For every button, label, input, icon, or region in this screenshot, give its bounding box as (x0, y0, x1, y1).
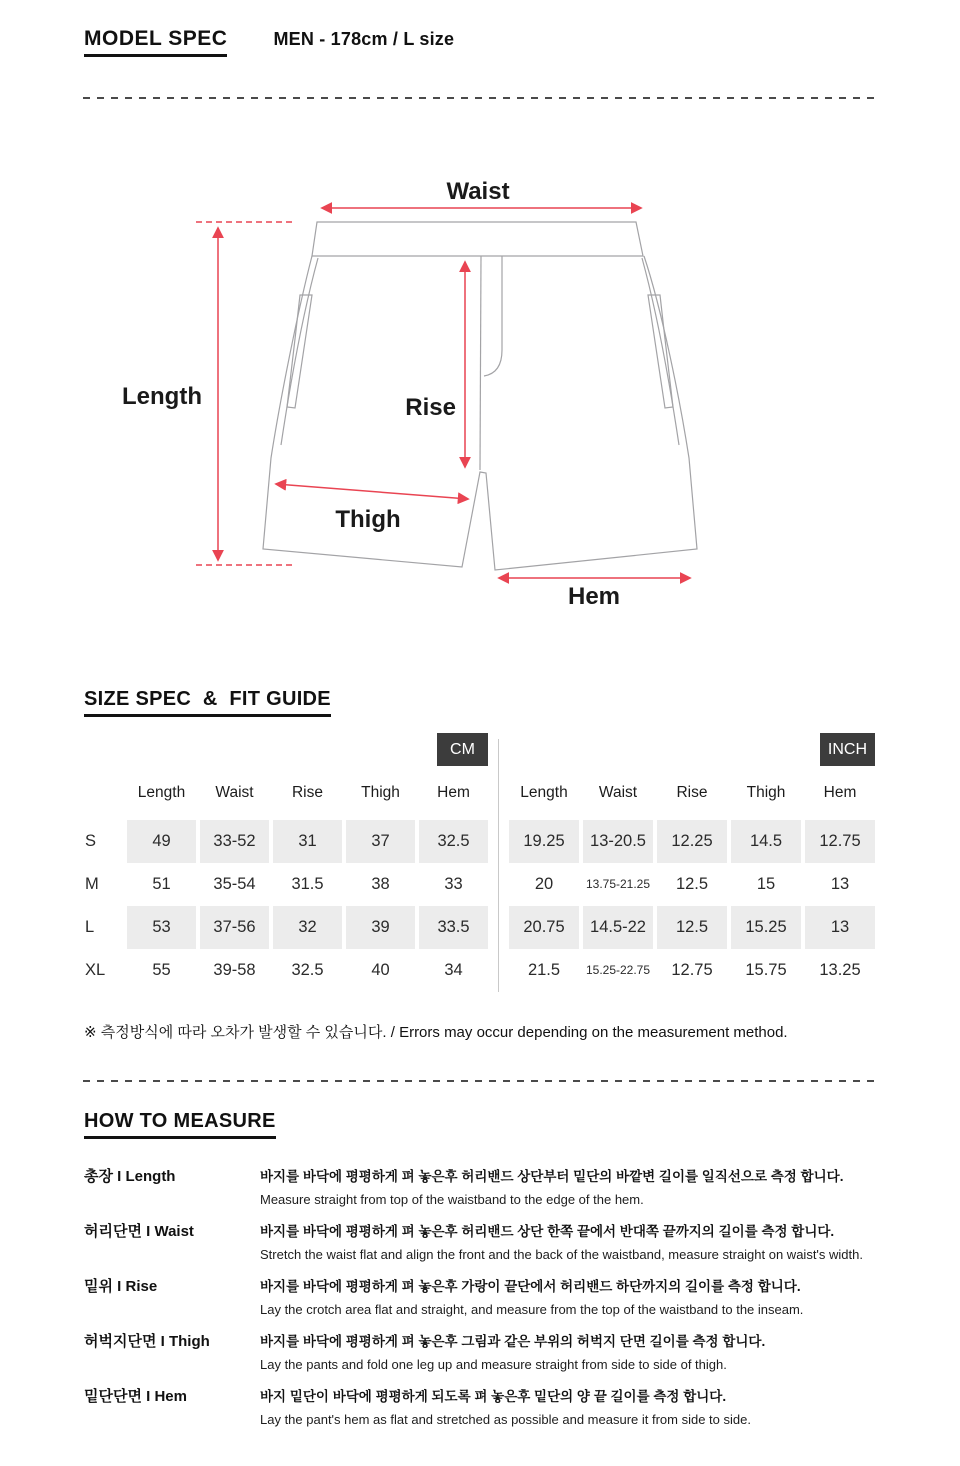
table-cell: 32.5 (291, 961, 324, 979)
cm-col-waist: Waist (215, 784, 254, 801)
table-cell: 15 (756, 875, 776, 893)
table-cell: 15.75 (745, 961, 787, 979)
table-cell: 12.25 (657, 820, 727, 863)
table-cell: 39-58 (213, 961, 256, 979)
size-spec-section (0, 660, 960, 1044)
table-cell: 40 (371, 961, 390, 979)
table-cell: 12.5 (657, 906, 727, 949)
measure-arrows (196, 208, 690, 578)
table-cell: 49 (127, 820, 196, 863)
table-cell: 13-20.5 (583, 820, 653, 863)
measure-desc-ko: 바지를 바닥에 평평하게 펴 놓은후 그림과 같은 부위의 허벅지 단면 길이를 측정 합니다. (260, 1334, 766, 1349)
measure-desc-en: Measure straight from top of the waistband to the edge of the hem. (260, 1192, 644, 1207)
fly-stitch (484, 256, 502, 376)
table-cell: 20.75 (509, 906, 579, 949)
inch-col-waist: Waist (598, 784, 638, 801)
inch-badge: INCH (820, 733, 875, 766)
measure-desc-ko: 바지를 바닥에 평평하게 펴 놓은후 허리밴드 상단부터 밑단의 바깥변 길이를 일직선으로 측정 합니다. (260, 1169, 844, 1184)
inch-col-rise: Rise (676, 784, 708, 801)
cm-col-hem: Hem (437, 784, 470, 801)
table-cell: 53 (127, 906, 196, 949)
measure-row-rise (84, 1275, 960, 1321)
measure-row-hem (84, 1385, 960, 1431)
table-cell: 32.5 (419, 820, 488, 863)
cm-data-rows (75, 820, 488, 992)
size-row-label: M (85, 875, 99, 893)
thigh-arrow (276, 484, 468, 499)
how-to-measure-title: HOW TO MEASURE (84, 1110, 276, 1139)
table-cell: 38 (371, 875, 390, 893)
model-spec-subtitle: MEN - 178cm / L size (273, 29, 455, 49)
measure-desc-en: Stretch the waist flat and align the front and the back of the waistband, measure straight on waist's width. (260, 1247, 863, 1262)
table-cell: 37-56 (200, 906, 269, 949)
table-cell: 51 (152, 875, 171, 893)
table-cell: 55 (152, 961, 171, 979)
size-row-label: S (85, 832, 97, 850)
table-cell: 14.5-22 (583, 906, 653, 949)
size-row-label: L (85, 918, 95, 936)
thigh-label: Thigh (335, 506, 401, 533)
inch-col-hem: Hem (823, 784, 857, 801)
table-cell: 37 (346, 820, 415, 863)
table-cell: 33.5 (419, 906, 488, 949)
inch-header-row (509, 779, 875, 807)
table-cell: 15.25-22.75 (585, 963, 651, 977)
measure-desc-en: Lay the crotch area flat and straight, and measure from the top of the waistband to the inseam. (260, 1302, 804, 1317)
inch-data-rows (509, 820, 875, 992)
measure-desc-ko: 바지 밑단이 바닥에 평평하게 되도록 펴 놓은후 밑단의 양 끝 길이를 측정 합니다. (260, 1389, 727, 1404)
waistband (312, 222, 643, 256)
table-cell: 34 (444, 961, 463, 979)
table-cell: 14.5 (731, 820, 801, 863)
cm-header-row (75, 779, 488, 807)
table-cell: 35-54 (213, 875, 256, 893)
table-cell: 19.25 (509, 820, 579, 863)
table-cell: 33 (444, 875, 463, 893)
table-cell: 31 (273, 820, 342, 863)
shorts-diagram-svg (0, 99, 960, 660)
size-row-label: XL (85, 961, 106, 979)
shorts-outline (263, 222, 697, 570)
cm-col-length: Length (137, 784, 186, 801)
length-label: Length (122, 383, 202, 410)
table-cell: 31.5 (291, 875, 324, 893)
table-cell: 20 (534, 875, 554, 893)
inch-col-length: Length (520, 784, 568, 801)
table-divider (498, 739, 499, 992)
left-pocket-opening (281, 258, 318, 445)
hem-label: Hem (567, 583, 621, 610)
measure-label: 허벅지단면 I Thigh (84, 1333, 210, 1350)
cm-col-thigh: Thigh (361, 784, 400, 801)
measure-label: 총장 I Length (84, 1168, 176, 1185)
table-cell: 12.5 (675, 875, 709, 893)
measure-label: 허리단면 I Waist (84, 1223, 194, 1240)
measure-row-length (84, 1165, 960, 1211)
table-cell: 32 (273, 906, 342, 949)
table-cell: 21.5 (527, 961, 561, 979)
table-cell: 33-52 (200, 820, 269, 863)
rise-label: Rise (405, 394, 456, 421)
cm-col-rise: Rise (291, 784, 323, 801)
measure-row-thigh (84, 1330, 960, 1376)
measure-list (84, 1165, 960, 1431)
size-spec-title: SIZE SPEC & FIT GUIDE (84, 688, 331, 717)
how-to-measure-section (0, 1082, 960, 1431)
measure-desc-ko: 바지를 바닥에 평평하게 펴 놓은후 허리밴드 상단 한쪽 끝에서 반대쪽 끝까지의 길이를 측정 합니다. (260, 1224, 835, 1239)
size-table-cm (75, 733, 488, 992)
right-pocket-opening (642, 258, 679, 445)
measurement-note: ※ 측정방식에 따라 오차가 발생할 수 있습니다. / Errors may occur depending on the measurement method. (84, 1024, 788, 1041)
waist-label: Waist (446, 178, 510, 205)
page-title: MODEL SPEC (84, 27, 227, 57)
table-cell: 12.75 (805, 820, 875, 863)
table-cell: 13.25 (819, 961, 861, 979)
table-cell: 13.75-21.25 (585, 877, 651, 891)
measure-desc-en: Lay the pants and fold one leg up and measure straight from side to side of thigh. (260, 1357, 727, 1372)
inch-col-thigh: Thigh (746, 784, 786, 801)
table-cell: 15.25 (731, 906, 801, 949)
header (0, 0, 960, 57)
shorts-measurement-diagram (0, 99, 960, 660)
cm-badge: CM (437, 733, 488, 766)
measure-label: 밑위 I Rise (84, 1278, 158, 1295)
measure-label: 밑단단면 I Hem (84, 1388, 187, 1405)
size-table-inch (509, 733, 875, 992)
table-cell: 39 (346, 906, 415, 949)
measure-desc-en: Lay the pant's hem as flat and stretched as possible and measure it from side to side. (260, 1412, 751, 1427)
center-seam (480, 256, 481, 470)
measure-desc-ko: 바지를 바닥에 평평하게 펴 놓은후 가랑이 끝단에서 허리밴드 하단까지의 길이를 측정 합니다. (260, 1279, 801, 1294)
table-cell: 13 (805, 906, 875, 949)
table-cell: 12.75 (671, 961, 713, 979)
measure-row-waist (84, 1220, 960, 1266)
size-tables (75, 733, 960, 992)
table-cell: 13 (830, 875, 850, 893)
